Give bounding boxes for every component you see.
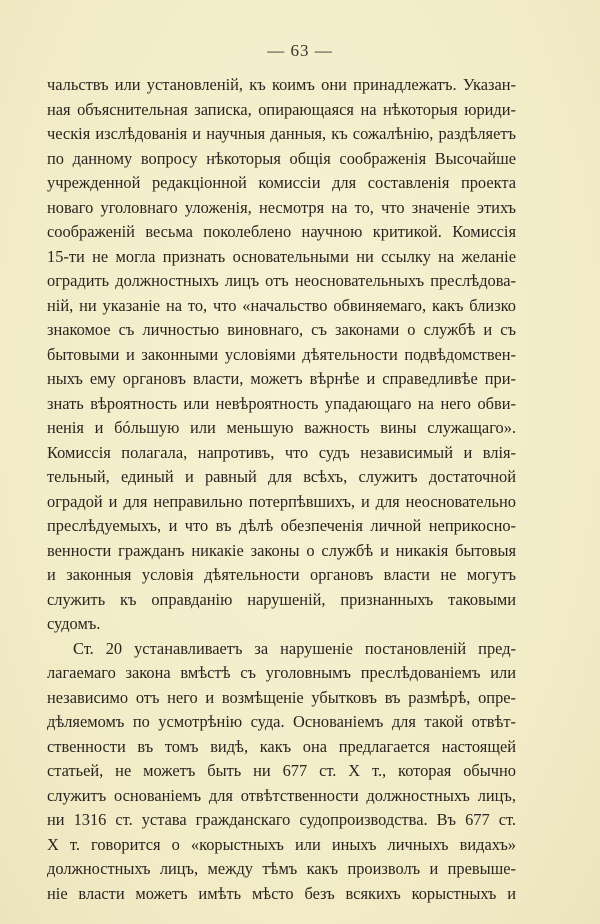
text-line: Комиссія полагала, напротивъ, что судъ независимый и влія- [47, 442, 516, 462]
text-line: ній, ни указаніе на то, что «начальство обвиняемаго, какъ близко [47, 295, 516, 315]
text-line: судомъ. [47, 614, 101, 633]
text-line: по данному вопросу нѣкоторыя общія соображенія Высочайше [47, 148, 516, 168]
text-line: ческія изслѣдованія и научныя данныя, къ сожалѣнію, раздѣляетъ [47, 124, 516, 143]
text-line: 15-ти не могла признать основательными ни ссылку на желаніе [47, 246, 516, 266]
text-line: преслѣдуемыхъ, и что въ дѣлѣ обезпеченія личной неприкосно- [47, 516, 516, 535]
text-line: оградой и для неправильно потерпѣвшихъ, и для неосновательно [47, 491, 516, 511]
text-line: и законныя условія дѣятельности органовъ власти не могутъ [47, 565, 516, 584]
text-line: служитъ основаніемъ для отвѣтственности должностныхъ лицъ, [47, 785, 516, 805]
text-line: знать вѣроятность или невѣроятность упадающаго на него обви- [47, 393, 516, 413]
text-line: ственности въ томъ видѣ, какъ она предлагается настоящей [47, 736, 516, 756]
text-line: дѣляемомъ по усмотрѣнію суда. Основаніемъ для такой отвѣт- [47, 712, 516, 731]
text-line: ніе власти можетъ имѣть мѣсто безъ всякихъ корыстныхъ и [47, 883, 516, 903]
text-line: учрежденной редакціонной комиссіи для составленія проекта [47, 173, 516, 192]
text-line: ни 1316 ст. устава гражданскаго судопроизводства. Въ 677 ст. [47, 810, 516, 829]
text-line: знакомое съ личностью виновнаго, съ законами о службѣ и съ [47, 320, 516, 339]
text-line: ная объяснительная записка, опирающаяся на нѣкоторыя юриди- [47, 99, 516, 119]
paragraph-start-line: Ст. 20 устанавливаетъ за нарушеніе постановленій пред- [73, 638, 516, 658]
text-line: чальствъ или установленій, къ коимъ они принадлежатъ. Указан- [47, 75, 516, 94]
text-line: независимо отъ него и возмѣщеніе убытковъ въ размѣрѣ, опре- [47, 687, 516, 707]
text-line: тельный, единый и равный для всѣхъ, служитъ достаточной [47, 467, 516, 486]
text-line: бытовыми и законными условіями дѣятельности подвѣдомствен- [47, 344, 516, 364]
text-line: новаго уголовнаго уложенія, несмотря на то, что значеніе этихъ [47, 197, 516, 217]
text-line: статьей, не можетъ быть ни 677 ст. X т., которая обычно [47, 761, 516, 780]
text-line: венности гражданъ никакіе законы о службѣ и никакія бытовыя [47, 540, 516, 560]
page-number: — 63 — [267, 41, 333, 60]
text-line: соображеній весьма поколеблено научною критикой. Комиссія [47, 222, 516, 241]
text-line: X т. говорится о «корыстныхъ или иныхъ личныхъ видахъ» [47, 834, 516, 854]
text-line: ныхъ ему органовъ власти, можетъ вѣрнѣе и справедливѣе при- [47, 369, 516, 388]
text-line: оградить должностныхъ лицъ отъ неосновательныхъ преслѣдова- [47, 271, 516, 290]
text-line: служить къ оправданію нарушеній, признанныхъ таковыми [47, 589, 516, 609]
text-line: должностныхъ лицъ, между тѣмъ какъ произволъ и превыше- [47, 859, 516, 878]
text-line: лагаемаго закона вмѣстѣ съ уголовнымъ преслѣдованіемъ или [47, 663, 516, 682]
body-text [47, 73, 516, 906]
text-line: ненія и бóльшую или меньшую важность вины служащаго». [47, 418, 516, 437]
